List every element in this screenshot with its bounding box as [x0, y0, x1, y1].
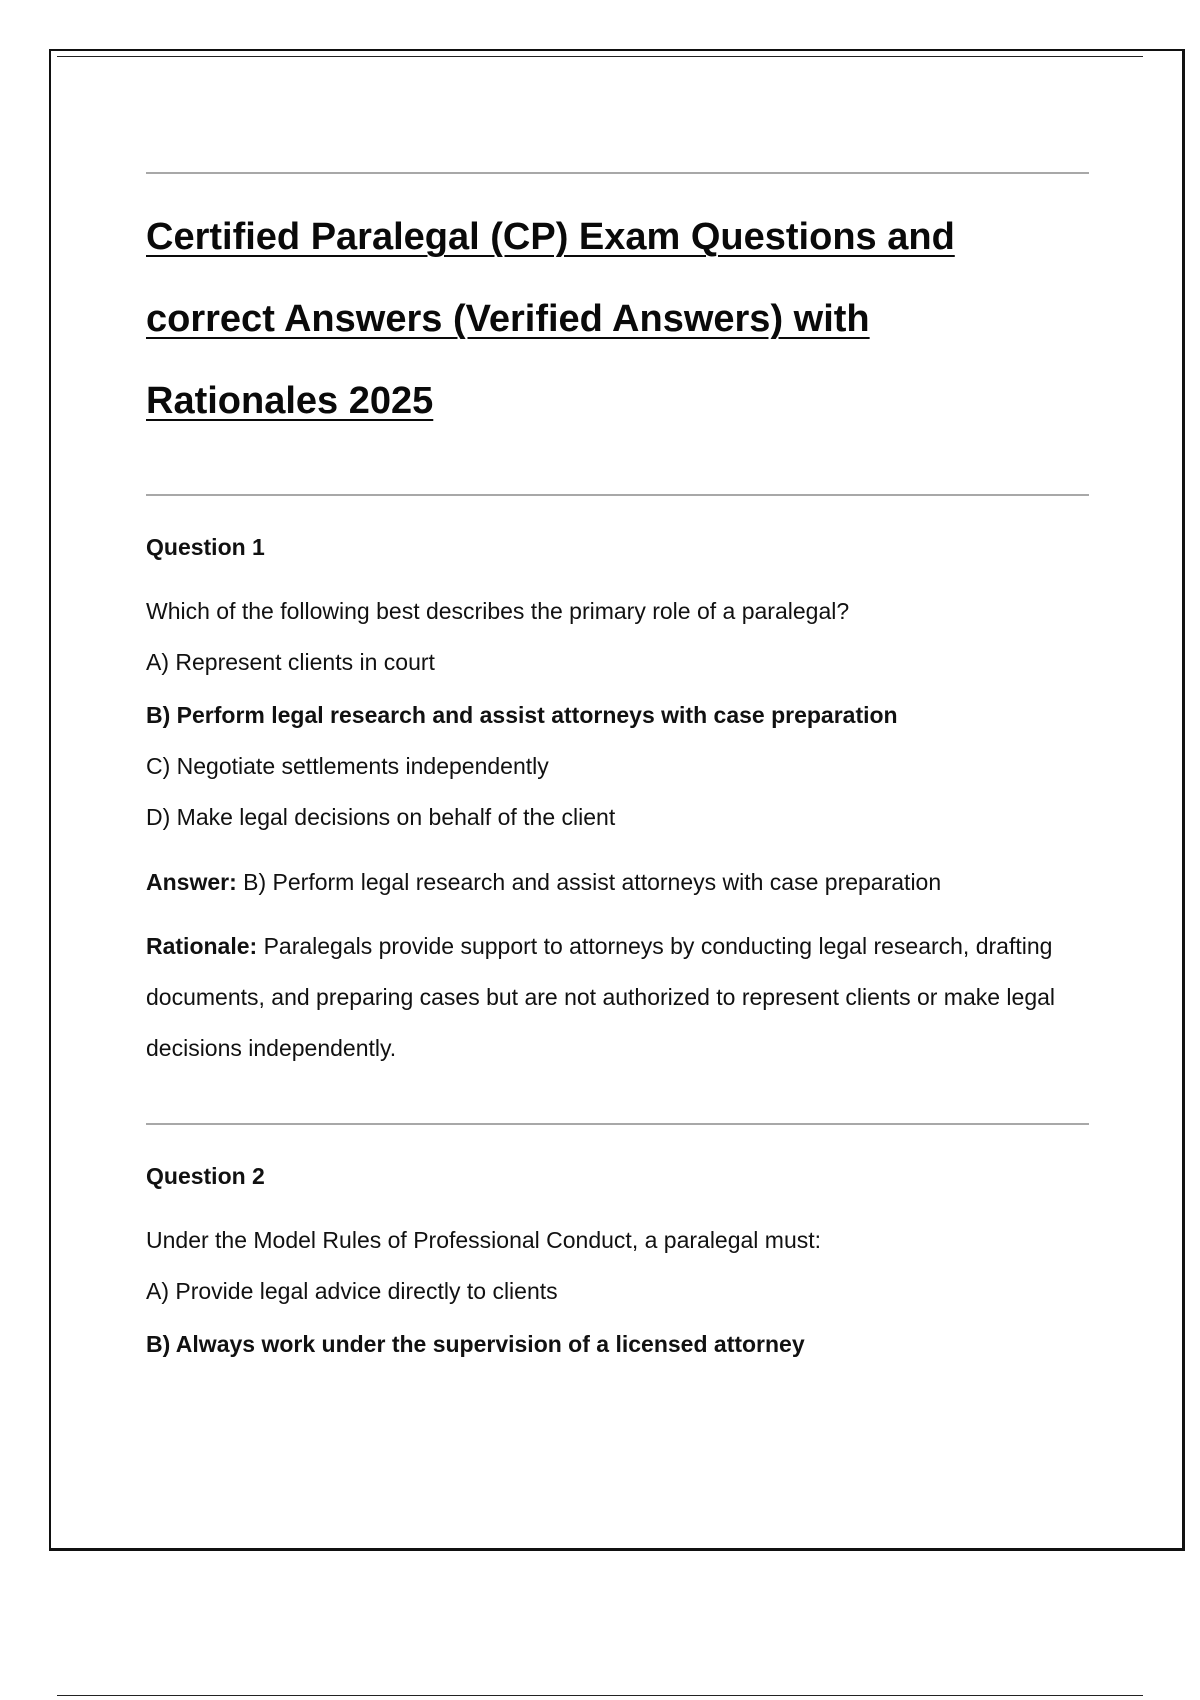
question-1-answer [146, 867, 941, 897]
title-line-3: Rationales 2025 [146, 380, 434, 422]
question-1-rationale [146, 921, 1086, 1074]
frame-top-rule [57, 56, 1143, 57]
divider [146, 494, 1089, 496]
divider [146, 1123, 1089, 1125]
title-line-1: Certified Paralegal (CP) Exam Questions and [146, 216, 955, 258]
page-bottom-rule [57, 1695, 1143, 1696]
question-1-option-d: D) Make legal decisions on behalf of the client [146, 804, 616, 830]
divider [146, 172, 1089, 174]
question-2-prompt: Under the Model Rules of Professional Conduct, a paralegal must: [146, 1227, 822, 1253]
question-1-prompt: Which of the following best describes the primary role of a paralegal? [146, 598, 850, 624]
question-1-heading: Question 1 [146, 534, 265, 560]
answer-label: Answer: [146, 869, 237, 895]
question-2-option-a: A) Provide legal advice directly to clients [146, 1278, 558, 1304]
answer-text: B) Perform legal research and assist attorneys with case preparation [236, 869, 942, 895]
rationale-text: Paralegals provide support to attorneys by conducting legal research, drafting documents, and preparing cases but are not authorized to represent clients or make legal decisions independently. [146, 933, 1056, 1061]
title-line-2: correct Answers (Verified Answers) with [146, 298, 870, 340]
document-title [146, 196, 1046, 442]
question-2-heading: Question 2 [146, 1163, 265, 1189]
question-1-option-b-correct: B) Perform legal research and assist attorneys with case preparation [146, 702, 898, 728]
question-1-option-c: C) Negotiate settlements independently [146, 753, 549, 779]
question-1-option-a: A) Represent clients in court [146, 649, 435, 675]
question-2-option-b-correct: B) Always work under the supervision of a licensed attorney [146, 1331, 805, 1357]
rationale-label: Rationale: [146, 933, 258, 959]
